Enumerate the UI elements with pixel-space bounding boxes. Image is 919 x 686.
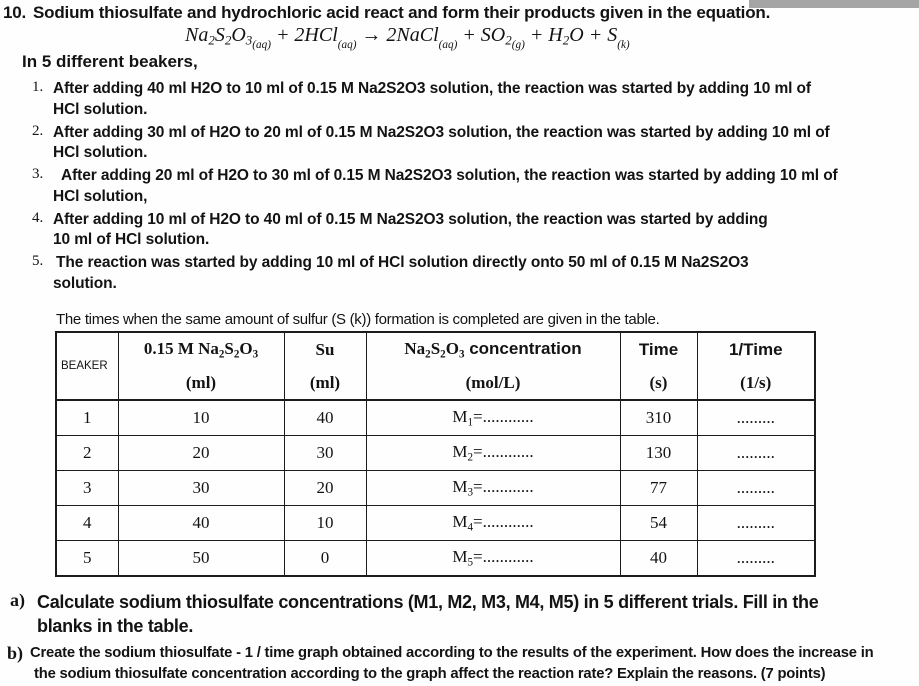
concentration-blank-cell bbox=[366, 506, 620, 541]
water-cell: 40 bbox=[284, 400, 366, 436]
volume-cell: 30 bbox=[118, 471, 284, 506]
text-segment: 2 bbox=[218, 348, 225, 361]
text-segment: O bbox=[445, 338, 459, 358]
volume-cell: 40 bbox=[118, 506, 284, 541]
text-segment: O + S bbox=[569, 24, 618, 46]
item-text: After adding 30 ml of H2O to 20 ml of 0.15 M Na2S2O3 solution, the reaction was started by adding 10 ml of HCl solution. bbox=[53, 123, 830, 161]
beaker-step bbox=[32, 210, 906, 251]
text-segment: 3 bbox=[252, 348, 259, 361]
text-segment: Time bbox=[638, 339, 679, 359]
header-line bbox=[285, 373, 366, 393]
beaker-cell: 5 bbox=[56, 541, 118, 577]
sub-question-label: a) bbox=[10, 590, 25, 610]
text-segment: M bbox=[452, 442, 468, 462]
water-cell: 30 bbox=[284, 436, 366, 471]
table-row bbox=[56, 400, 815, 436]
column-header-beaker bbox=[56, 332, 118, 400]
sub-question-a bbox=[7, 590, 915, 638]
concentration-blank-cell bbox=[366, 541, 620, 577]
text-segment: =............ bbox=[473, 442, 534, 462]
column-header-water-volume bbox=[284, 332, 366, 400]
text-segment: 2 bbox=[562, 32, 570, 48]
text-segment: 2 bbox=[505, 32, 512, 48]
header-line bbox=[698, 373, 815, 393]
chemical-equation bbox=[185, 24, 630, 51]
text-segment: → 2NaCl bbox=[356, 24, 439, 46]
text-segment: + H bbox=[524, 24, 563, 46]
column-header-time bbox=[620, 332, 697, 400]
text-segment: =............ bbox=[473, 512, 534, 532]
question-number: 10. bbox=[3, 3, 27, 22]
concentration-blank-cell bbox=[366, 400, 620, 436]
text-segment: 2 bbox=[224, 32, 232, 48]
text-segment: =............ bbox=[473, 407, 534, 427]
water-cell: 10 bbox=[284, 506, 366, 541]
beaker-step bbox=[32, 123, 906, 164]
header-line bbox=[367, 373, 620, 393]
volume-cell: 50 bbox=[118, 541, 284, 577]
text-segment: (k) bbox=[617, 39, 630, 51]
table-caption: The times when the same amount of sulfur (S (k)) formation is completed are given in the table. bbox=[56, 311, 660, 328]
text-segment: =............ bbox=[473, 477, 534, 497]
text-segment: 2 bbox=[233, 348, 240, 361]
beakers-intro: In 5 different beakers, bbox=[22, 52, 198, 71]
time-cell: 40 bbox=[620, 541, 697, 577]
text-segment: 4 bbox=[467, 521, 474, 534]
text-segment: (ml) bbox=[309, 372, 341, 392]
item-text: After adding 20 ml of H2O to 30 ml of 0.15 M Na2S2O3 solution, the reaction was started by adding 10 ml of HCl solution, bbox=[53, 167, 838, 205]
sub-questions bbox=[7, 590, 915, 684]
beaker-step bbox=[32, 79, 906, 120]
text-segment: Su bbox=[315, 339, 335, 359]
inverse-time-blank-cell: ......... bbox=[697, 471, 815, 506]
header-line bbox=[285, 340, 366, 360]
text-segment: 3 bbox=[458, 348, 465, 361]
column-header-concentration bbox=[366, 332, 620, 400]
text-segment: 2 bbox=[467, 451, 474, 464]
table-row bbox=[56, 471, 815, 506]
header-line bbox=[621, 373, 697, 393]
table-row bbox=[56, 506, 815, 541]
water-cell: 0 bbox=[284, 541, 366, 577]
header-line bbox=[367, 339, 620, 361]
text-segment: S bbox=[430, 338, 441, 358]
text-segment: 2 bbox=[208, 32, 215, 48]
beaker-cell: 2 bbox=[56, 436, 118, 471]
table-header-row bbox=[56, 332, 815, 400]
volume-cell: 20 bbox=[118, 436, 284, 471]
beaker-cell: 1 bbox=[56, 400, 118, 436]
text-segment: (ml) bbox=[185, 373, 217, 393]
text-segment: (1/s) bbox=[740, 372, 772, 392]
column-header-inverse-time bbox=[697, 332, 815, 400]
text-segment: (mol/L) bbox=[465, 373, 521, 393]
inverse-time-blank-cell: ......... bbox=[697, 436, 815, 471]
text-segment: (aq) bbox=[252, 39, 271, 51]
inverse-time-blank-cell: ......... bbox=[697, 506, 815, 541]
text-segment: S bbox=[224, 338, 234, 358]
question-title-text: Sodium thiosulfate and hydrochloric acid react and form their products given in the equation. bbox=[33, 3, 771, 22]
item-number: 1. bbox=[32, 79, 44, 95]
beaker-step bbox=[32, 166, 906, 207]
text-segment: S bbox=[214, 24, 225, 46]
beaker-cell: 4 bbox=[56, 506, 118, 541]
text-segment: M bbox=[452, 512, 468, 532]
text-segment: 1/Time bbox=[728, 339, 783, 359]
text-segment: M bbox=[452, 477, 468, 497]
sub-question-label: b) bbox=[7, 643, 24, 663]
item-text: After adding 10 ml of H2O to 40 ml of 0.15 M Na2S2O3 solution, the reaction was started by adding 10 ml of HCl solution. bbox=[53, 210, 768, 248]
text-segment: (g) bbox=[511, 39, 525, 51]
table-row bbox=[56, 541, 815, 577]
column-header-na2s2o3-volume bbox=[118, 332, 284, 400]
item-text: The reaction was started by adding 10 ml of HCl solution directly onto 50 ml of 0.15 M Na2S2O3 solution. bbox=[53, 254, 749, 292]
text-segment: O bbox=[239, 338, 253, 358]
text-segment: M bbox=[452, 547, 468, 567]
text-segment: 1 bbox=[467, 416, 474, 429]
text-segment: 2 bbox=[425, 348, 431, 361]
text-segment: (aq) bbox=[337, 39, 357, 51]
text-segment: =............ bbox=[473, 547, 534, 567]
water-cell: 20 bbox=[284, 471, 366, 506]
text-segment: BEAKER bbox=[61, 360, 108, 372]
text-segment: (s) bbox=[649, 372, 668, 392]
inverse-time-blank-cell: ......... bbox=[697, 541, 815, 577]
text-segment: + SO bbox=[457, 24, 506, 46]
table-row bbox=[56, 436, 815, 471]
text-segment: 0.15 M Na bbox=[143, 338, 219, 358]
text-segment: 5 bbox=[467, 556, 474, 569]
time-cell: 77 bbox=[620, 471, 697, 506]
header-line bbox=[698, 340, 815, 360]
text-segment: Na bbox=[404, 338, 426, 358]
question-title bbox=[3, 3, 917, 23]
item-number: 5. bbox=[32, 253, 44, 269]
inverse-time-blank-cell: ......... bbox=[697, 400, 815, 436]
header-line bbox=[119, 339, 284, 361]
beaker-cell: 3 bbox=[56, 471, 118, 506]
sub-question-text: Calculate sodium thiosulfate concentrations (M1, M2, M3, M4, M5) in 5 different trials. Fill in the blanks in the table. bbox=[37, 592, 819, 636]
text-segment: (aq) bbox=[438, 39, 458, 51]
text-segment: + 2HCl bbox=[270, 24, 338, 46]
header-line bbox=[119, 373, 284, 393]
item-text: After adding 40 ml H2O to 10 ml of 0.15 M Na2S2O3 solution, the reaction was started by adding 10 ml of HCl solution. bbox=[53, 80, 811, 118]
text-segment: Na bbox=[185, 24, 209, 46]
header-line bbox=[621, 340, 697, 360]
item-number: 2. bbox=[32, 122, 44, 139]
beaker-steps-list bbox=[32, 79, 906, 297]
time-cell: 310 bbox=[620, 400, 697, 436]
concentration-blank-cell bbox=[366, 471, 620, 506]
text-segment: 3 bbox=[467, 486, 474, 499]
header-line bbox=[57, 360, 118, 372]
volume-cell: 10 bbox=[118, 400, 284, 436]
sub-question-text: Create the sodium thiosulfate - 1 / time graph obtained according to the results of the experiment. How does the increase in the sodium thiosulfate concentration according to the graph affect the reaction rate? Explain the reasons. (7 points) bbox=[30, 645, 874, 682]
concentration-blank-cell bbox=[366, 436, 620, 471]
time-cell: 54 bbox=[620, 506, 697, 541]
text-segment: M bbox=[452, 407, 468, 427]
text-segment: O bbox=[231, 24, 246, 46]
time-cell: 130 bbox=[620, 436, 697, 471]
item-number: 4. bbox=[32, 209, 44, 226]
text-segment: concentration bbox=[464, 338, 582, 358]
sub-question-b bbox=[7, 643, 915, 684]
beaker-step bbox=[32, 253, 906, 294]
text-segment: 2 bbox=[440, 348, 446, 361]
text-segment: 3 bbox=[245, 32, 253, 48]
results-table bbox=[55, 331, 816, 577]
item-number: 3. bbox=[32, 166, 44, 182]
